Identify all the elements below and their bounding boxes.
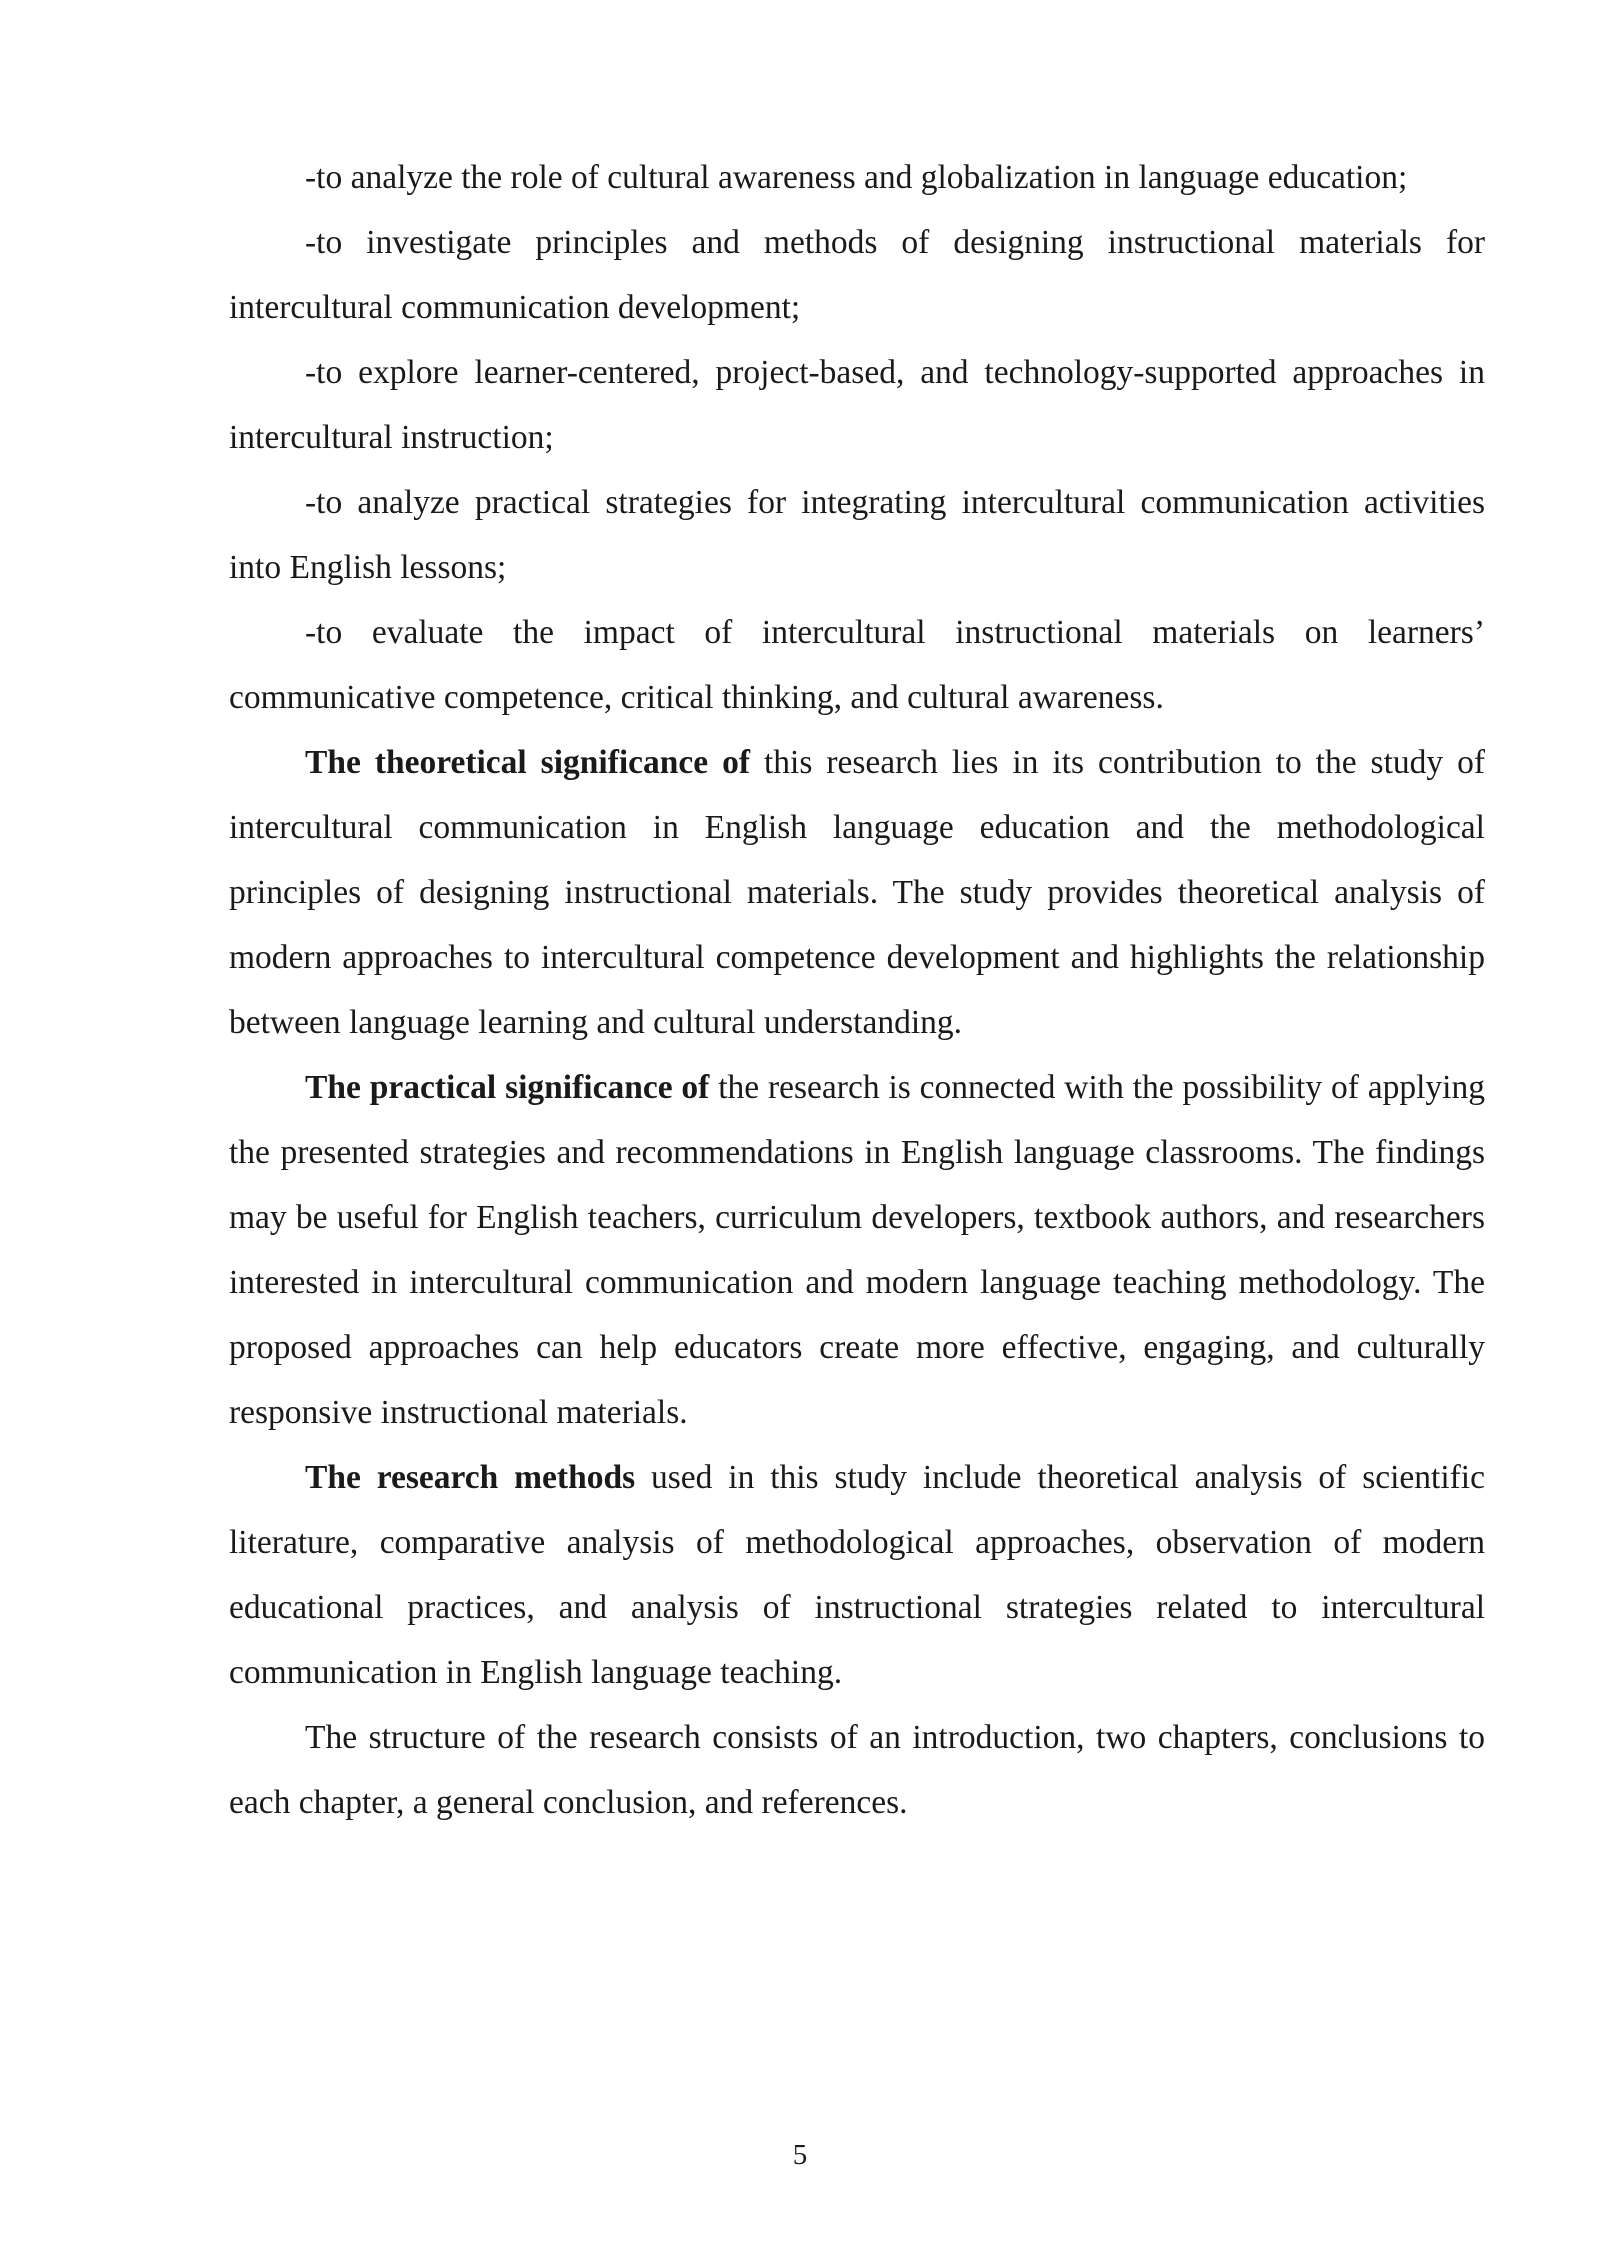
objective-item: -to evaluate the impact of intercultural instructional materials on learners’ communicative competence, critical thinking, and cultural awareness. (229, 614, 1485, 716)
research-methods-heading: The research methods (305, 1459, 636, 1496)
objective-item: -to analyze the role of cultural awareness and globalization in language education; (305, 159, 1408, 196)
practical-significance-text: the research is connected with the possibility of applying the presented strategies and recommendations in English language classrooms. The findings may be useful for English teachers, curriculum developers, textbook authors, and researchers interested in intercultural communication and modern language teaching methodology. The proposed approaches can help educators create more effective, engaging, and culturally responsive instructional materials. (229, 1069, 1485, 1431)
research-structure-paragraph: The structure of the research consists of an introduction, two chapters, conclusions to each chapter, a general conclusion, and references. (229, 1719, 1485, 1821)
research-methods-text: used in this study include theoretical analysis of scientific literature, comparative analysis of methodological approaches, observation of modern educational practices, and analysis of instructional strategies related to intercultural communication in English language teaching. (229, 1459, 1485, 1691)
theoretical-significance-heading: The theoretical significance of (305, 744, 751, 781)
theoretical-significance-text: this research lies in its contribution to the study of intercultural communication in English language education and the methodological principles of designing instructional materials. The study provides theoretical analysis of modern approaches to intercultural competence development and highlights the relationship between language learning and cultural understanding. (229, 744, 1485, 1041)
objective-item: -to analyze practical strategies for integrating intercultural communication activities into English lessons; (229, 484, 1485, 586)
page-body (229, 145, 1485, 1835)
theoretical-significance-paragraph (229, 730, 1485, 1055)
objective-item: -to investigate principles and methods of designing instructional materials for intercultural communication development; (229, 224, 1485, 326)
practical-significance-paragraph (229, 1055, 1485, 1445)
practical-significance-heading: The practical significance of (305, 1069, 710, 1106)
page-number: 5 (792, 2139, 808, 2171)
objective-item: -to explore learner-centered, project-based, and technology-supported approaches in intercultural instruction; (229, 354, 1485, 456)
research-methods-paragraph (229, 1445, 1485, 1705)
